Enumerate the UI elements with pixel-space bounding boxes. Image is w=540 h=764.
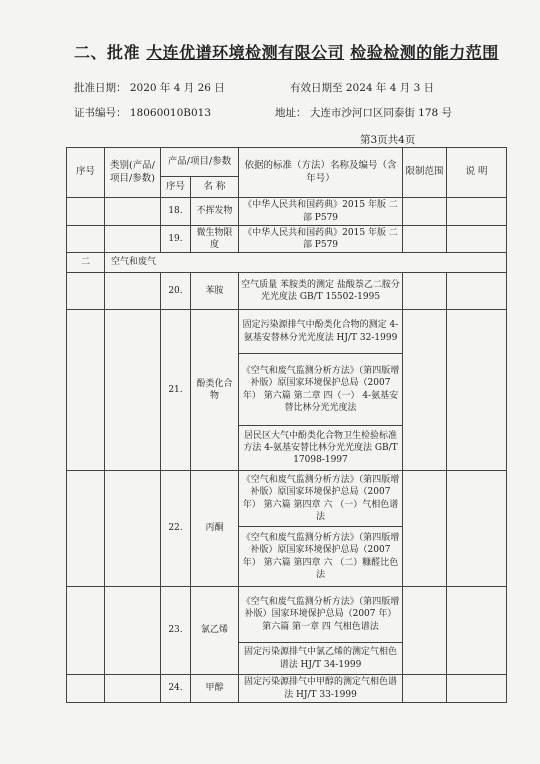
standard-cell: 《空气和废气监测分析方法》（第四版增补版）原国家环境保护总局（2007 年） 第六篇 第四章 六 （二）糠醛比色法 [239,527,403,587]
valid-until-label: 有效日期至 [290,82,343,94]
item-name: 酚类化合物 [191,310,239,471]
valid-until [290,80,434,95]
standard-cell: 《空气和废气监测分析方法》（第四版增补版）原国家环境保护总局（2007 年） 第六篇 第二章 四（一） 4-氨基安替比林分光光度法 [239,354,403,426]
table-row [67,273,507,310]
standard-cell: 居民区大气中酚类化合物卫生检验标准方法 4-氨基安替比林分光光度法 GB/T 17098-1997 [239,426,403,471]
table-row [67,198,507,226]
cert-no-value: 18060010B013 [129,107,212,119]
cert-number [74,105,211,120]
standard-cell: 《中华人民共和国药典》2015 年版 二部 P579 [239,198,403,226]
title-suffix: 检验检测的能力范围 [350,43,499,62]
item-number: 21. [161,310,191,471]
address-label: 地址： [275,107,307,119]
standard-cell: 《空气和废气监测分析方法》（第四版增补版）国家环境保护总局（2007 年） 第六篇 第一章 四 气相色谱法 [239,587,403,643]
section-category: 空气和废气 [105,253,507,273]
section-seq: 二 [67,253,105,273]
item-name: 苯胺 [191,273,239,310]
item-number: 19. [161,226,191,253]
table-row [67,587,507,643]
standard-cell: 固定污染源排气中甲醇的测定气相色谱法 HJ/T 33-1999 [239,675,403,703]
item-number: 22. [161,471,191,587]
header-note: 说 明 [447,148,507,198]
table-row [67,310,507,354]
header-subseq: 序号 [161,177,191,198]
approval-date-value: 2020 年 4 月 26 日 [129,82,225,94]
table-row [67,675,507,703]
section-row [67,253,507,273]
header-name: 名 称 [191,177,239,198]
page-title [74,40,499,63]
standard-cell: 《空气和废气监测分析方法》（第四版增补版）原国家环境保护总局（2007 年） 第六篇 第四章 六 （一）气相色谱法 [239,471,403,527]
address-value: 大连市沙河口区同泰街 178 号 [309,107,453,119]
valid-until-value: 2024 年 4 月 3 日 [345,82,435,94]
standard-cell: 《中华人民共和国药典》2015 年版 二部 P579 [239,226,403,253]
item-name: 微生物限度 [191,226,239,253]
item-name: 甲醇 [191,675,239,703]
page-info: 第3页共4页 [360,134,416,146]
header-category: 类别(产品/项目/参数) [105,148,161,198]
cert-no-label: 证书编号： [74,107,127,119]
address [275,105,452,120]
item-name: 氯乙烯 [191,587,239,675]
approval-date-label: 批准日期： [74,82,127,94]
standard-cell: 固定污染源排气中氯乙烯的测定气相色谱法 HJ/T 34-1999 [239,643,403,675]
item-name: 丙酮 [191,471,239,587]
approval-date [74,80,225,95]
item-number: 23. [161,587,191,675]
capability-table [66,147,507,703]
item-number: 24. [161,675,191,703]
header-seq: 序号 [67,148,105,198]
table-row [67,471,507,527]
standard-cell: 固定污染源排气中酚类化合物的测定 4-氨基安替林分光光度法 HJ/T 32-1999 [239,310,403,354]
table-row [67,226,507,253]
company-name: 大连优谱环境检测有限公司 [146,43,345,62]
header-standard: 依据的标准（方法）名称及编号（含年号） [239,148,403,198]
item-number: 18. [161,198,191,226]
header-product-group: 产品/项目/参数 [161,148,239,177]
item-number: 20. [161,273,191,310]
standard-cell: 空气质量 苯胺类的测定 盐酸萘乙二胺分光光度法 GB/T 15502-1995 [239,273,403,310]
header-row [67,148,507,177]
item-name: 不挥发物 [191,198,239,226]
title-prefix: 二、批准 [74,43,141,62]
header-limit: 限制范围 [403,148,447,198]
